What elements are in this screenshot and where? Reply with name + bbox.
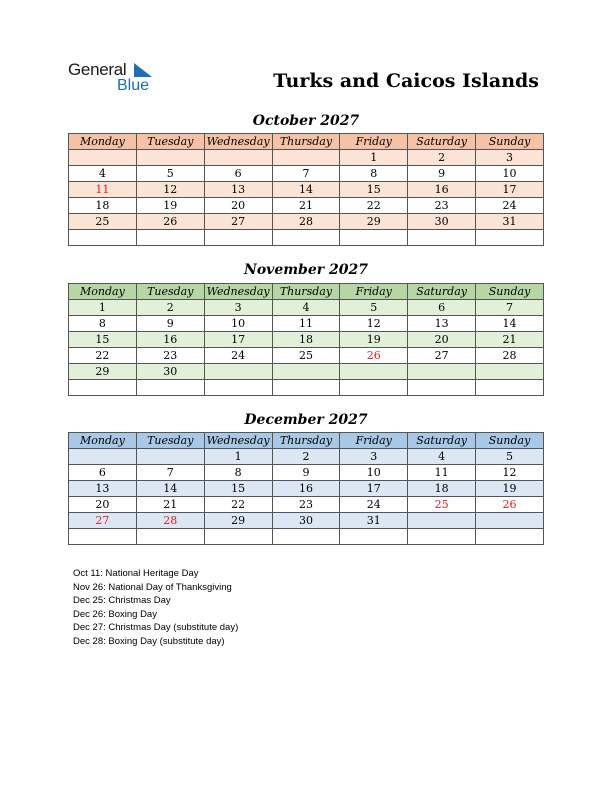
day-cell: 11 bbox=[69, 182, 137, 198]
day-cell: 12 bbox=[476, 465, 544, 481]
day-cell bbox=[340, 380, 408, 396]
day-cell bbox=[272, 380, 340, 396]
day-cell bbox=[204, 150, 272, 166]
day-cell bbox=[408, 230, 476, 246]
day-cell bbox=[204, 529, 272, 545]
day-cell: 17 bbox=[476, 182, 544, 198]
week-row bbox=[69, 465, 544, 481]
day-cell: 18 bbox=[408, 481, 476, 497]
day-cell: 28 bbox=[136, 513, 204, 529]
day-cell: 22 bbox=[340, 198, 408, 214]
month-calendar-table bbox=[68, 283, 544, 396]
day-cell: 13 bbox=[69, 481, 137, 497]
logo bbox=[68, 60, 168, 100]
day-cell: 11 bbox=[408, 465, 476, 481]
day-cell: 30 bbox=[136, 364, 204, 380]
day-cell: 2 bbox=[136, 300, 204, 316]
day-cell: 8 bbox=[340, 166, 408, 182]
day-cell: 19 bbox=[340, 332, 408, 348]
day-cell bbox=[476, 529, 544, 545]
day-cell: 1 bbox=[340, 150, 408, 166]
day-cell: 24 bbox=[204, 348, 272, 364]
week-row bbox=[69, 481, 544, 497]
day-cell: 5 bbox=[476, 449, 544, 465]
day-cell: 13 bbox=[204, 182, 272, 198]
day-cell: 10 bbox=[340, 465, 408, 481]
day-cell: 24 bbox=[476, 198, 544, 214]
day-cell: 15 bbox=[69, 332, 137, 348]
week-row bbox=[69, 230, 544, 246]
day-cell bbox=[136, 230, 204, 246]
day-cell bbox=[136, 150, 204, 166]
day-cell: 15 bbox=[340, 182, 408, 198]
day-cell: 30 bbox=[272, 513, 340, 529]
week-row bbox=[69, 513, 544, 529]
month-title: November 2027 bbox=[244, 262, 368, 278]
holiday-item: Nov 26: National Day of Thanksgiving bbox=[73, 581, 232, 593]
day-cell: 2 bbox=[408, 150, 476, 166]
day-cell: 8 bbox=[69, 316, 137, 332]
day-cell: 25 bbox=[408, 497, 476, 513]
day-cell bbox=[69, 529, 137, 545]
day-cell: 20 bbox=[69, 497, 137, 513]
day-cell: 25 bbox=[272, 348, 340, 364]
day-cell: 22 bbox=[204, 497, 272, 513]
holiday-item: Dec 25: Christmas Day bbox=[73, 595, 171, 606]
day-cell: 20 bbox=[204, 198, 272, 214]
day-cell bbox=[69, 230, 137, 246]
day-cell bbox=[476, 230, 544, 246]
day-cell: 18 bbox=[69, 198, 137, 214]
month-calendar-table bbox=[68, 432, 544, 545]
week-row bbox=[69, 380, 544, 396]
day-cell: 16 bbox=[408, 182, 476, 198]
day-cell bbox=[340, 364, 408, 380]
day-cell: 2 bbox=[272, 449, 340, 465]
week-row bbox=[69, 332, 544, 348]
day-cell: 9 bbox=[272, 465, 340, 481]
weekday-header: Monday bbox=[69, 284, 137, 300]
day-cell: 24 bbox=[340, 497, 408, 513]
month-calendar-table bbox=[68, 133, 544, 246]
day-cell: 27 bbox=[408, 348, 476, 364]
month-title: December 2027 bbox=[244, 412, 368, 428]
week-row bbox=[69, 316, 544, 332]
day-cell bbox=[272, 150, 340, 166]
day-cell: 4 bbox=[272, 300, 340, 316]
day-cell: 5 bbox=[340, 300, 408, 316]
logo-triangle-icon bbox=[134, 63, 152, 77]
week-row bbox=[69, 497, 544, 513]
day-cell: 23 bbox=[136, 348, 204, 364]
day-cell bbox=[476, 364, 544, 380]
week-row bbox=[69, 348, 544, 364]
day-cell bbox=[204, 364, 272, 380]
day-cell: 3 bbox=[476, 150, 544, 166]
day-cell: 23 bbox=[272, 497, 340, 513]
day-cell: 6 bbox=[204, 166, 272, 182]
day-cell: 29 bbox=[204, 513, 272, 529]
day-cell: 19 bbox=[136, 198, 204, 214]
holiday-item: Oct 11: National Heritage Day bbox=[73, 568, 199, 579]
weekday-header: Friday bbox=[340, 134, 408, 150]
day-cell: 30 bbox=[408, 214, 476, 230]
day-cell: 12 bbox=[340, 316, 408, 332]
weekday-header: Sunday bbox=[476, 134, 544, 150]
day-cell: 4 bbox=[408, 449, 476, 465]
weekday-header: Tuesday bbox=[136, 134, 204, 150]
day-cell: 6 bbox=[408, 300, 476, 316]
day-cell: 17 bbox=[204, 332, 272, 348]
day-cell: 9 bbox=[408, 166, 476, 182]
country-title: Turks and Caicos Islands bbox=[273, 70, 539, 92]
day-cell bbox=[204, 380, 272, 396]
logo-blue-text: Blue bbox=[117, 77, 150, 94]
day-cell bbox=[340, 230, 408, 246]
day-cell bbox=[476, 513, 544, 529]
day-cell: 23 bbox=[408, 198, 476, 214]
day-cell: 26 bbox=[340, 348, 408, 364]
day-cell: 27 bbox=[204, 214, 272, 230]
day-cell: 7 bbox=[136, 465, 204, 481]
day-cell: 26 bbox=[136, 214, 204, 230]
day-cell: 16 bbox=[136, 332, 204, 348]
week-row bbox=[69, 214, 544, 230]
month-title: October 2027 bbox=[252, 113, 360, 129]
day-cell: 31 bbox=[340, 513, 408, 529]
weekday-header: Thursday bbox=[272, 433, 340, 449]
day-cell bbox=[272, 230, 340, 246]
day-cell: 4 bbox=[69, 166, 137, 182]
weekday-header: Tuesday bbox=[136, 284, 204, 300]
day-cell: 11 bbox=[272, 316, 340, 332]
weekday-header: Saturday bbox=[408, 134, 476, 150]
week-row bbox=[69, 198, 544, 214]
day-cell: 10 bbox=[476, 166, 544, 182]
weekday-header: Wednesday bbox=[204, 134, 272, 150]
weekday-header: Monday bbox=[69, 433, 137, 449]
weekday-header: Monday bbox=[69, 134, 137, 150]
day-cell: 21 bbox=[476, 332, 544, 348]
week-row bbox=[69, 150, 544, 166]
day-cell bbox=[204, 230, 272, 246]
week-row bbox=[69, 166, 544, 182]
day-cell: 16 bbox=[272, 481, 340, 497]
day-cell: 14 bbox=[272, 182, 340, 198]
logo-general-text: General bbox=[68, 60, 127, 79]
day-cell: 9 bbox=[136, 316, 204, 332]
week-row bbox=[69, 182, 544, 198]
weekday-header: Tuesday bbox=[136, 433, 204, 449]
day-cell: 21 bbox=[136, 497, 204, 513]
day-cell bbox=[136, 449, 204, 465]
weekday-header: Friday bbox=[340, 284, 408, 300]
day-cell bbox=[408, 364, 476, 380]
day-cell bbox=[408, 513, 476, 529]
weekday-header: Friday bbox=[340, 433, 408, 449]
holiday-item: Dec 26: Boxing Day bbox=[73, 608, 157, 620]
weekday-header: Wednesday bbox=[204, 433, 272, 449]
day-cell: 29 bbox=[340, 214, 408, 230]
day-cell: 13 bbox=[408, 316, 476, 332]
day-cell: 7 bbox=[272, 166, 340, 182]
day-cell bbox=[69, 380, 137, 396]
weekday-header: Saturday bbox=[408, 433, 476, 449]
weekday-header: Thursday bbox=[272, 284, 340, 300]
weekday-header: Sunday bbox=[476, 433, 544, 449]
day-cell bbox=[476, 380, 544, 396]
weekday-header-row bbox=[69, 284, 544, 300]
day-cell: 18 bbox=[272, 332, 340, 348]
week-row bbox=[69, 300, 544, 316]
day-cell bbox=[408, 380, 476, 396]
day-cell bbox=[69, 150, 137, 166]
day-cell: 5 bbox=[136, 166, 204, 182]
day-cell: 29 bbox=[69, 364, 137, 380]
day-cell: 7 bbox=[476, 300, 544, 316]
day-cell: 28 bbox=[476, 348, 544, 364]
day-cell: 6 bbox=[69, 465, 137, 481]
day-cell: 8 bbox=[204, 465, 272, 481]
day-cell: 20 bbox=[408, 332, 476, 348]
day-cell: 14 bbox=[476, 316, 544, 332]
day-cell bbox=[136, 380, 204, 396]
weekday-header: Thursday bbox=[272, 134, 340, 150]
holiday-list bbox=[73, 567, 238, 648]
week-row bbox=[69, 364, 544, 380]
weekday-header: Saturday bbox=[408, 284, 476, 300]
day-cell: 3 bbox=[204, 300, 272, 316]
day-cell bbox=[136, 529, 204, 545]
day-cell: 1 bbox=[69, 300, 137, 316]
day-cell: 22 bbox=[69, 348, 137, 364]
day-cell: 10 bbox=[204, 316, 272, 332]
day-cell: 15 bbox=[204, 481, 272, 497]
day-cell bbox=[69, 449, 137, 465]
holiday-item: Dec 27: Christmas Day (substitute day) bbox=[73, 622, 239, 633]
day-cell: 3 bbox=[340, 449, 408, 465]
day-cell bbox=[408, 529, 476, 545]
day-cell: 17 bbox=[340, 481, 408, 497]
day-cell: 25 bbox=[69, 214, 137, 230]
day-cell: 21 bbox=[272, 198, 340, 214]
weekday-header-row bbox=[69, 433, 544, 449]
day-cell bbox=[272, 529, 340, 545]
day-cell bbox=[272, 364, 340, 380]
weekday-header: Wednesday bbox=[204, 284, 272, 300]
day-cell: 19 bbox=[476, 481, 544, 497]
day-cell: 31 bbox=[476, 214, 544, 230]
day-cell: 12 bbox=[136, 182, 204, 198]
day-cell: 27 bbox=[69, 513, 137, 529]
weekday-header-row bbox=[69, 134, 544, 150]
weekday-header: Sunday bbox=[476, 284, 544, 300]
week-row bbox=[69, 449, 544, 465]
day-cell bbox=[340, 529, 408, 545]
day-cell: 28 bbox=[272, 214, 340, 230]
holiday-item: Dec 28: Boxing Day (substitute day) bbox=[73, 635, 225, 647]
day-cell: 26 bbox=[476, 497, 544, 513]
week-row bbox=[69, 529, 544, 545]
day-cell: 1 bbox=[204, 449, 272, 465]
day-cell: 14 bbox=[136, 481, 204, 497]
